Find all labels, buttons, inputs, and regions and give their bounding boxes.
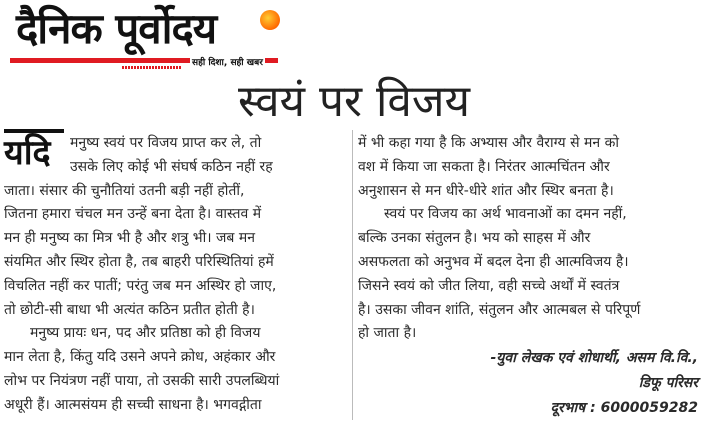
article-line: मनुष्य प्रायः धन, पद और प्रतिष्ठा को ही विजय	[30, 325, 261, 342]
article-line: वश में किया जा सकता है। निरंतर आत्मचिंतन और	[358, 158, 610, 175]
article-line: तो छोटी-सी बाधा भी अत्यंत कठिन प्रतीत होती है।	[4, 301, 255, 318]
article-line: स्वयं पर विजय का अर्थ भावनाओं का दमन नहीं,	[384, 206, 627, 223]
article-line: जिसने स्वयं को जीत लिया, वही सच्चे अर्थों में स्वतंत्र	[358, 277, 620, 294]
article-line: मन ही मनुष्य का मित्र भी है और शत्रु भी। जब मन	[4, 230, 255, 247]
article-column-right	[358, 132, 704, 421]
column-divider	[352, 130, 353, 420]
masthead-title: दैनिक पूर्वोदय	[16, 4, 217, 53]
article-line: असफलता को अनुभव में बदल देना ही आत्मविजय है।	[358, 253, 629, 270]
article-dropcap: यदि	[4, 133, 51, 173]
article-line: जितना हमारा चंचल मन उन्हें बना देता है। वास्तव में	[4, 206, 262, 223]
article-line: अधूरी हैं। आत्मसंयम ही सच्ची साधना है। भगवद्गीता	[4, 396, 262, 413]
author-place: डिफू परिसर	[638, 375, 698, 392]
masthead-tagline: सही दिशा, सही खबर	[190, 55, 265, 68]
article-line: मनुष्य स्वयं पर विजय प्राप्त कर ले, तो	[70, 135, 262, 151]
article-line: संयमित और स्थिर होता है, तब बाहरी परिस्थितियां हमें	[4, 253, 274, 270]
author-phone: दूरभाष : 6000059282	[550, 400, 698, 417]
article-line: विचलित नहीं कर पातीं; परंतु जब मन अस्थिर हो जाए,	[4, 277, 277, 294]
article-line: अनुशासन से मन धीरे-धीरे शांत और स्थिर बनता है।	[358, 182, 614, 199]
article-line: हो जाता है।	[358, 325, 417, 342]
article-line: मान लेता है, किंतु यदि उसने अपने क्रोध, अहंकार और	[4, 349, 276, 366]
article-column-left	[4, 132, 350, 418]
article-headline: स्वयं पर विजय	[237, 76, 471, 127]
masthead-decorative-line	[122, 66, 182, 69]
article-line: जाता। संसार की चुनौतियां उतनी बड़ी नहीं होतीं,	[4, 182, 245, 199]
author-signature: -युवा लेखक एवं शोधार्थी, असम वि.वि.,	[490, 350, 698, 367]
article-line: उसके लिए कोई भी संघर्ष कठिन नहीं रह	[70, 158, 273, 175]
masthead	[10, 2, 280, 74]
article-line: है। उसका जीवन शांति, संतुलन और आत्मबल से परिपूर्ण	[358, 301, 641, 318]
article-line: में भी कहा गया है कि अभ्यास और वैराग्य से मन को	[358, 135, 619, 151]
sun-logo-icon	[260, 10, 280, 30]
article-line: लोभ पर नियंत्रण नहीं पाया, तो उसकी सारी उपलब्धियां	[4, 372, 280, 389]
article-line: बल्कि उनका संतुलन है। भय को साहस में और	[358, 230, 591, 247]
